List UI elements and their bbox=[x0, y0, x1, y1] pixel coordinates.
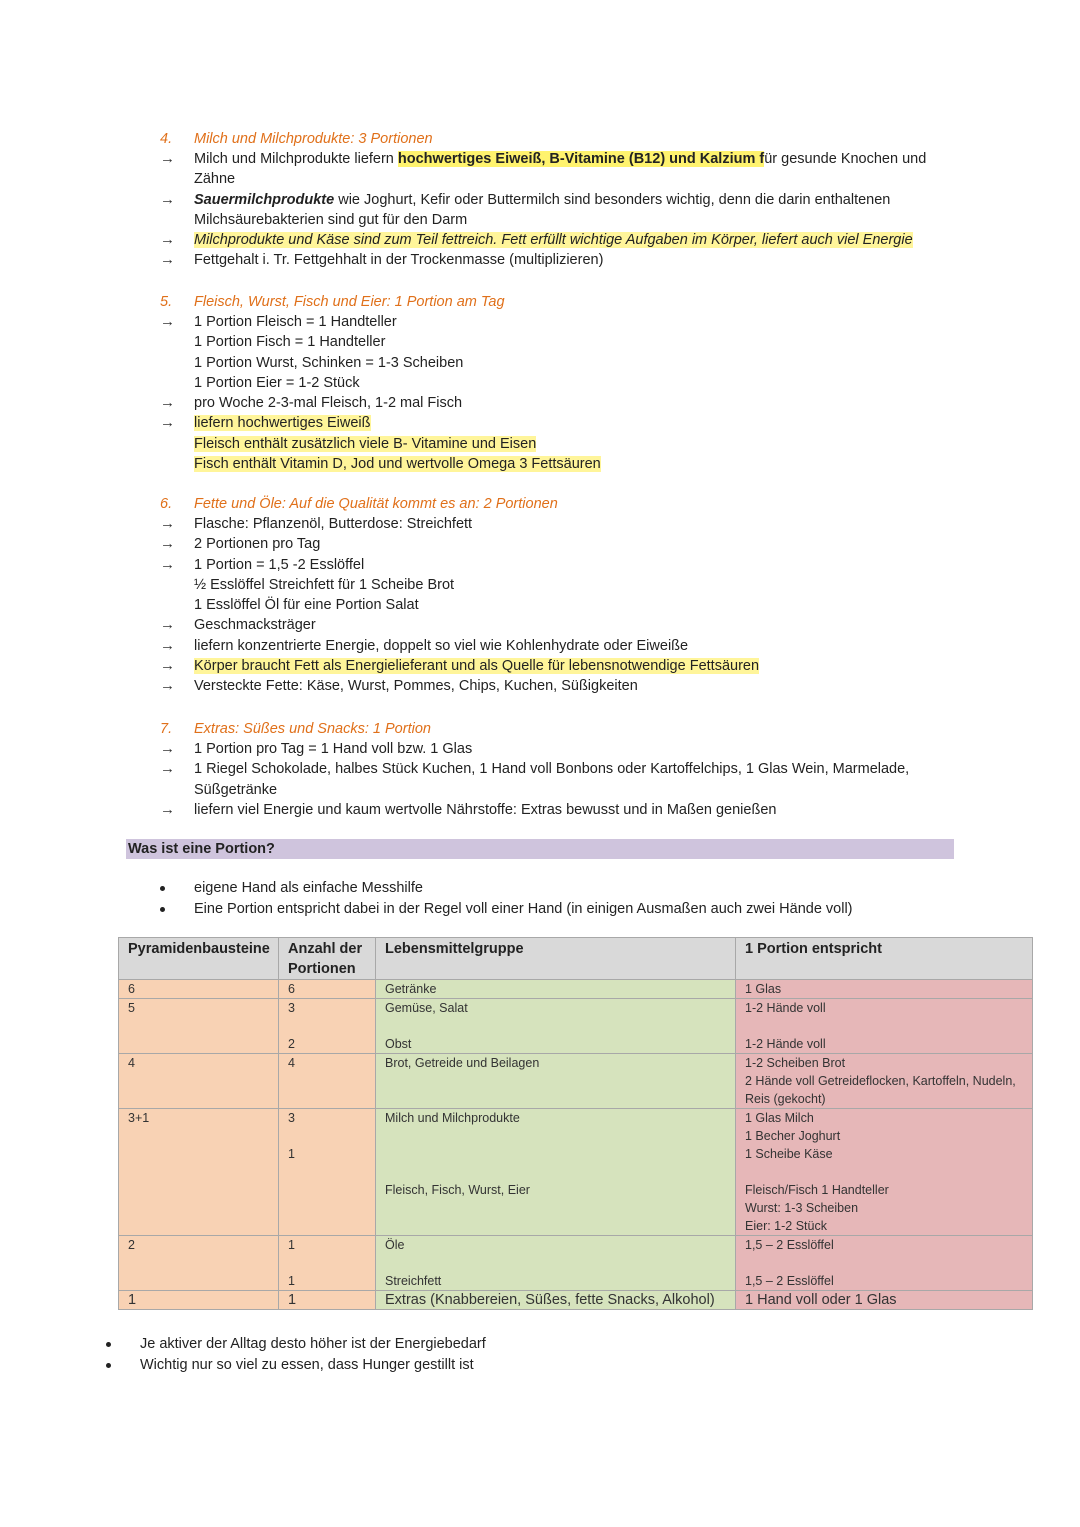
list-item: Je aktiver der Alltag desto höher ist der Energiebedarf bbox=[106, 1334, 486, 1355]
list-item: → Fettgehalt i. Tr. Fettgehhalt in der Trockenmasse (multiplizieren) bbox=[160, 250, 950, 270]
list-item: → Sauermilchprodukte wie Joghurt, Kefir oder Buttermilch sind besonders wichtig, denn die darin enthaltenen Milchsäurebakterien sind gut für den Darm bbox=[160, 190, 891, 228]
table-cell: 6 bbox=[119, 980, 279, 999]
table-cell: 5 bbox=[119, 999, 279, 1054]
list-item: → Flasche: Pflanzenöl, Butterdose: Streichfett bbox=[160, 514, 950, 534]
arrow-icon: → bbox=[160, 677, 175, 695]
arrow-icon: → bbox=[160, 555, 175, 573]
list-item: → Körper braucht Fett als Energielieferant und als Quelle für lebensnotwendige Fettsäuren bbox=[160, 656, 950, 676]
table-cell: Öle Streichfett bbox=[376, 1236, 736, 1291]
table-cell: 4 bbox=[279, 1054, 376, 1109]
table-cell: Getränke bbox=[376, 980, 736, 999]
list-item: → 2 Portionen pro Tag bbox=[160, 534, 950, 554]
list-item: → liefern hochwertiges Eiweiß Fleisch enthält zusätzlich viele B- Vitamine und Eisen Fisch enthält Vitamin D, Jod und wertvolle Omega 3 Fettsäuren bbox=[160, 414, 601, 473]
list-item: → 1 Portion Fleisch = 1 Handteller 1 Portion Fisch = 1 Handteller 1 Portion Wurst, Schinken = 1-3 Scheiben 1 Portion Eier = 1-2 Stück bbox=[160, 313, 464, 391]
table-cell: 3 1 bbox=[279, 1109, 376, 1236]
section-fats bbox=[160, 494, 950, 697]
table-row bbox=[119, 1236, 1033, 1291]
table-cell: Brot, Getreide und Beilagen bbox=[376, 1054, 736, 1109]
bullet-icon bbox=[160, 907, 165, 912]
table-cell: 1 Glas bbox=[736, 980, 1033, 999]
table-cell: 1,5 – 2 Esslöffel 1,5 – 2 Esslöffel bbox=[736, 1236, 1033, 1291]
section-heading: 7. Extras: Süßes und Snacks: 1 Portion bbox=[160, 721, 431, 737]
list-item: → liefern viel Energie und kaum wertvolle Nährstoffe: Extras bewusst und in Maßen genießen bbox=[160, 800, 950, 820]
section-heading: 6. Fette und Öle: Auf die Qualität kommt es an: 2 Portionen bbox=[160, 496, 558, 512]
list-item: → Geschmacksträger bbox=[160, 615, 950, 635]
table-header-cell: Lebensmittelgruppe bbox=[376, 938, 736, 980]
section-milk bbox=[160, 129, 950, 271]
list-item: → 1 Riegel Schokolade, halbes Stück Kuchen, 1 Hand voll Bonbons oder Kartoffelchips, 1 Glas Wein, Marmelade, Süßgetränke bbox=[160, 760, 910, 798]
table-cell: 1 1 bbox=[279, 1236, 376, 1291]
list-item: → 1 Portion = 1,5 -2 Esslöffel ½ Esslöffel Streichfett für 1 Scheibe Brot 1 Esslöffel Öl für eine Portion Salat bbox=[160, 555, 455, 614]
table-cell: 1-2 Hände voll 1-2 Hände voll bbox=[736, 999, 1033, 1054]
portion-heading: Was ist eine Portion? bbox=[126, 839, 954, 859]
list-item: → Versteckte Fette: Käse, Wurst, Pommes, Chips, Kuchen, Süßigkeiten bbox=[160, 676, 950, 696]
table-cell: 1 bbox=[119, 1291, 279, 1310]
list-item: → Milchprodukte und Käse sind zum Teil fettreich. Fett erfüllt wichtige Aufgaben im Körper, liefert auch viel Energie bbox=[160, 230, 950, 250]
table-cell: Extras (Knabbereien, Süßes, fette Snacks, Alkohol) bbox=[376, 1291, 736, 1310]
list-item: → pro Woche 2-3-mal Fleisch, 1-2 mal Fisch bbox=[160, 393, 950, 413]
arrow-icon: → bbox=[160, 800, 175, 818]
table-header-cell: 1 Portion entspricht bbox=[736, 938, 1033, 980]
table-cell: 3+1 bbox=[119, 1109, 279, 1236]
table-cell: 1 Hand voll oder 1 Glas bbox=[736, 1291, 1033, 1310]
arrow-icon: → bbox=[160, 535, 175, 553]
arrow-icon: → bbox=[160, 636, 175, 654]
arrow-icon: → bbox=[160, 760, 175, 778]
table-header-cell: Pyramidenbausteine bbox=[119, 938, 279, 980]
table-cell: 1 Glas Milch 1 Becher Joghurt 1 Scheibe Käse Fleisch/Fisch 1 Handteller Wurst: 1-3 Scheiben Eier: 1-2 Stück bbox=[736, 1109, 1033, 1236]
list-item: Wichtig nur so viel zu essen, dass Hunger gestillt ist bbox=[106, 1355, 486, 1376]
arrow-icon: → bbox=[160, 190, 175, 208]
table-cell: 6 bbox=[279, 980, 376, 999]
bullet-icon bbox=[106, 1363, 111, 1368]
arrow-icon: → bbox=[160, 515, 175, 532]
arrow-icon: → bbox=[160, 616, 175, 634]
bullet-icon bbox=[106, 1342, 111, 1347]
arrow-icon: → bbox=[160, 394, 175, 412]
table-cell: 3 2 bbox=[279, 999, 376, 1054]
bullet-icon bbox=[160, 886, 165, 891]
table-cell: 1 bbox=[279, 1291, 376, 1310]
list-item: eigene Hand als einfache Messhilfe bbox=[160, 878, 950, 899]
portion-table bbox=[118, 937, 1033, 1310]
table-row bbox=[119, 999, 1033, 1054]
section-extras bbox=[160, 719, 950, 820]
table-cell: 1-2 Scheiben Brot 2 Hände voll Getreideflocken, Kartoffeln, Nudeln, Reis (gekocht) bbox=[736, 1054, 1033, 1109]
footer-bullets bbox=[106, 1334, 486, 1376]
table-cell: 2 bbox=[119, 1236, 279, 1291]
list-item: Eine Portion entspricht dabei in der Regel voll einer Hand (in einigen Ausmaßen auch zwei Hände voll) bbox=[160, 899, 950, 920]
list-item: → Milch und Milchprodukte liefern hochwertiges Eiweiß, B-Vitamine (B12) und Kalzium für gesunde Knochen und Zähne bbox=[160, 150, 927, 188]
arrow-icon: → bbox=[160, 231, 175, 249]
table-row bbox=[119, 1291, 1033, 1310]
table-row bbox=[119, 1054, 1033, 1109]
table-cell: Gemüse, Salat Obst bbox=[376, 999, 736, 1054]
arrow-icon: → bbox=[160, 313, 175, 330]
table-header-row bbox=[119, 938, 1033, 980]
section-heading: 5. Fleisch, Wurst, Fisch und Eier: 1 Portion am Tag bbox=[160, 294, 505, 310]
arrow-icon: → bbox=[160, 740, 175, 757]
table-row bbox=[119, 980, 1033, 999]
table-row bbox=[119, 1109, 1033, 1236]
arrow-icon: → bbox=[160, 251, 175, 269]
section-heading: 4. Milch und Milchprodukte: 3 Portionen bbox=[160, 131, 433, 147]
portion-bullets bbox=[160, 878, 950, 920]
list-item: → liefern konzentrierte Energie, doppelt so viel wie Kohlenhydrate oder Eiweiße bbox=[160, 636, 950, 656]
arrow-icon: → bbox=[160, 150, 175, 167]
section-meat bbox=[160, 292, 950, 474]
table-cell: Milch und Milchprodukte Fleisch, Fisch, Wurst, Eier bbox=[376, 1109, 736, 1236]
arrow-icon: → bbox=[160, 657, 175, 675]
table-header-cell: Anzahl der Portionen bbox=[279, 938, 376, 980]
table-cell: 4 bbox=[119, 1054, 279, 1109]
arrow-icon: → bbox=[160, 414, 175, 432]
list-item: → 1 Portion pro Tag = 1 Hand voll bzw. 1 Glas bbox=[160, 739, 950, 759]
